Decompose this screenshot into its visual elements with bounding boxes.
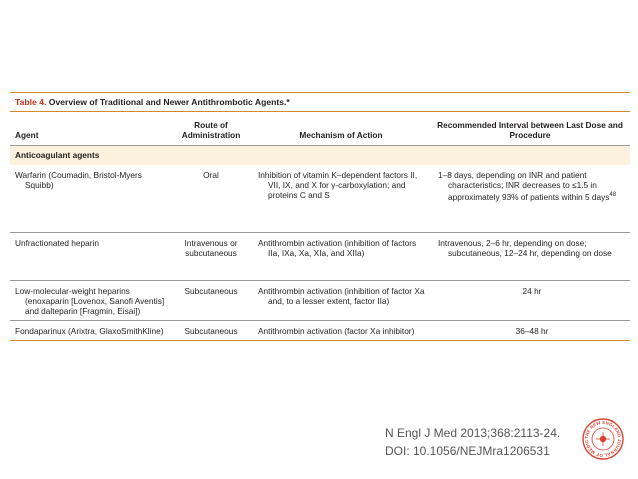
interval-cell: 24 hr bbox=[430, 280, 630, 321]
section-label: Anticoagulant agents bbox=[10, 146, 630, 165]
mechanism-cell: Antithrombin activation (inhibition of factors IIa, IXa, Xa, XIa, and XIIa) bbox=[252, 232, 430, 280]
table-container bbox=[10, 92, 630, 341]
interval-cell: Intravenous, 2–6 hr, depending on dose; subcutaneous, 12–24 hr, depending on dose bbox=[430, 232, 630, 280]
header-route: Route of Administration bbox=[170, 112, 252, 146]
agent-cell: Fondaparinux (Arixtra, GlaxoSmithKline) bbox=[10, 321, 170, 341]
interval-cell: 1–8 days, depending on INR and patient characteristics; INR decreases to ≤1.5 in approximately 93% of patients within 5 days$^{48}$ bbox=[430, 165, 630, 233]
route-cell: Intravenous or subcutaneous bbox=[170, 232, 252, 280]
mechanism-cell: Inhibition of vitamin K–dependent factors II, VII, IX, and X for γ-carboxylation; and proteins C and S bbox=[252, 165, 430, 233]
mechanism-cell: Antithrombin activation (inhibition of factor Xa and, to a lesser extent, factor IIa) bbox=[252, 280, 430, 321]
header-agent: Agent bbox=[10, 112, 170, 146]
citation-doi: DOI: 10.1056/NEJMra1206531 bbox=[385, 444, 550, 458]
route-cell: Subcutaneous bbox=[170, 280, 252, 321]
table-row bbox=[10, 165, 630, 233]
header-row bbox=[10, 112, 630, 146]
seal-text: THE NEW ENGLAND JOURNAL OF MEDIC bbox=[583, 419, 623, 459]
section-row bbox=[10, 146, 630, 165]
route-cell: Oral bbox=[170, 165, 252, 233]
agent-cell: Warfarin (Coumadin, Bristol-Myers Squibb) bbox=[10, 165, 170, 233]
journal-citation bbox=[385, 424, 560, 460]
header-mechanism: Mechanism of Action bbox=[252, 112, 430, 146]
mechanism-cell: Antithrombin activation (factor Xa inhibitor) bbox=[252, 321, 430, 341]
route-cell: Subcutaneous bbox=[170, 321, 252, 341]
table-caption: Overview of Traditional and Newer Antithrombotic Agents.* bbox=[46, 97, 290, 107]
table-row bbox=[10, 321, 630, 341]
table-number: Table 4. bbox=[15, 97, 47, 107]
nejm-seal-logo bbox=[582, 418, 624, 460]
citation-reference: N Engl J Med 2013;368:2113-24. bbox=[385, 426, 561, 440]
table-row bbox=[10, 232, 630, 280]
table-row bbox=[10, 280, 630, 321]
agent-cell: Unfractionated heparin bbox=[10, 232, 170, 280]
antithrombotic-table bbox=[10, 112, 630, 341]
agent-cell: Low-molecular-weight heparins (enoxaparin [Lovenox, Sanofi Aventis] and dalteparin [Fragmin, Eisai]) bbox=[10, 280, 170, 321]
reference-superscript: 48 bbox=[609, 192, 617, 199]
interval-cell: 36–48 hr bbox=[430, 321, 630, 341]
table-title bbox=[10, 92, 630, 112]
header-interval: Recommended Interval between Last Dose and Procedure bbox=[430, 112, 630, 146]
